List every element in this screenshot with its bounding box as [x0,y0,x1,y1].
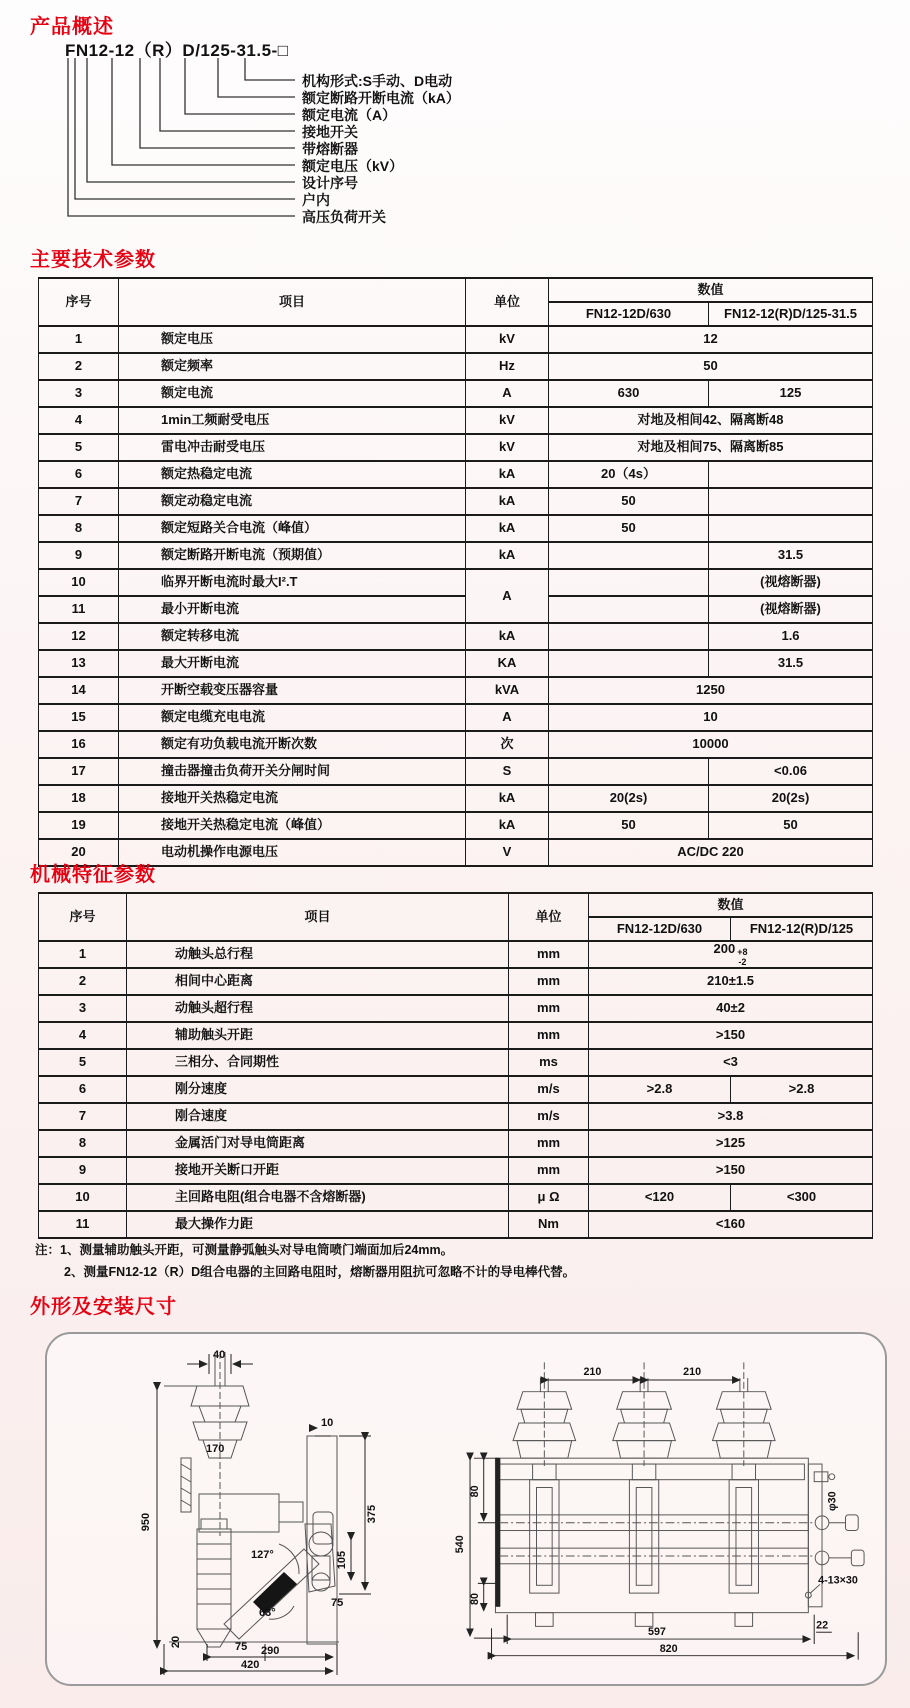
cell-unit: KA [466,650,549,677]
table-row [39,1157,873,1184]
dim-210a-label: 210 [583,1366,602,1379]
front-view-drawing [427,1348,867,1672]
cell-no: 20 [39,839,119,866]
col-header-item: 项目 [119,278,466,326]
cell-no: 19 [39,812,119,839]
table-row [39,650,873,677]
table-row [39,542,873,569]
cell-item: 额定电流 [119,380,466,407]
cell-unit: kA [466,785,549,812]
col-header-value: 数值 [549,278,873,302]
cell-item: 额定有功负载电流开断次数 [119,731,466,758]
cell-unit: kA [466,812,549,839]
cell-value-2: (视熔断器) [709,596,873,623]
cell-no: 2 [39,968,127,995]
cell-item: 最小开断电流 [119,596,466,623]
col-header-variant1: FN12-12D/630 [589,917,731,941]
cell-item: 刚分速度 [127,1076,509,1103]
cell-value-2: (视熔断器) [709,569,873,596]
dim-290-label: 290 [261,1645,280,1657]
dim-63-label: 63° [259,1607,276,1619]
cell-no: 9 [39,1157,127,1184]
tolerance-upper: +8 [737,947,748,958]
cell-no: 16 [39,731,119,758]
cell-unit: kV [466,434,549,461]
cell-item: 1min工频耐受电压 [119,407,466,434]
cell-no: 5 [39,1049,127,1076]
col-header-item: 项目 [127,893,509,941]
cell-no: 8 [39,1130,127,1157]
dim-105-label: 105 [336,1550,348,1570]
callout-label: 额定电压（kV） [302,158,404,174]
cell-item: 雷电冲击耐受电压 [119,434,466,461]
table-row [39,995,873,1022]
cell-value-1: >2.8 [589,1076,731,1103]
cell-value-2: 125 [709,380,873,407]
cell-item: 接地开关热稳定电流 [119,785,466,812]
dim-540-label: 540 [454,1535,467,1554]
col-header-value: 数值 [589,893,873,917]
callout-label: 高压负荷开关 [302,209,386,225]
dim-170-label: 170 [206,1443,225,1455]
cell-unit: kA [466,488,549,515]
cell-unit: A [466,569,549,623]
cell-value-2 [709,488,873,515]
col-header-variant1: FN12-12D/630 [549,302,709,326]
cell-unit: m/s [509,1076,589,1103]
dim-20-label: 20 [170,1635,182,1649]
callout-label: 带熔断器 [302,141,358,157]
cell-value-1: 630 [549,380,709,407]
cell-item: 额定动稳定电流 [119,488,466,515]
cell-unit: kV [466,407,549,434]
cell-unit: S [466,758,549,785]
cell-unit: A [466,380,549,407]
dim-40-label: 40 [213,1349,226,1361]
dim-10-label: 10 [321,1417,334,1429]
cell-item: 辅助触头开距 [127,1022,509,1049]
section-heading-dimensions: 外形及安装尺寸 [30,1296,177,1318]
cell-unit: mm [509,1157,589,1184]
dim-holes-label: 4-13×30 [818,1574,858,1587]
cell-no: 1 [39,326,119,353]
cell-value-1 [549,596,709,623]
table-row [39,677,873,704]
table-row [39,1022,873,1049]
cell-unit: A [466,704,549,731]
cell-no: 15 [39,704,119,731]
table-row [39,812,873,839]
cell-item: 主回路电阻(组合电器不含熔断器) [127,1184,509,1211]
section-heading-mech-params: 机械特征参数 [30,864,156,886]
cell-unit: kA [466,515,549,542]
cell-value: <160 [589,1211,873,1238]
cell-value-2 [709,461,873,488]
cell-no: 11 [39,1211,127,1238]
cell-value: 10000 [549,731,873,758]
note-text-1: 1、测量辅助触头开距，可测量静弧触头对导电筒喷门端面加后24mm。 [60,1243,454,1257]
dim-75r-label: 75 [331,1597,344,1609]
cell-no: 12 [39,623,119,650]
cell-value: 对地及相间75、隔离断85 [549,434,873,461]
cell-unit: Hz [466,353,549,380]
dim-80-top-label: 80 [468,1485,481,1498]
cell-no: 18 [39,785,119,812]
callout-label: 接地开关 [302,124,358,140]
table-row [39,434,873,461]
cell-no: 8 [39,515,119,542]
col-header-unit: 单位 [466,278,549,326]
table-row [39,1076,873,1103]
table-row [39,941,873,968]
cell-value-1: 50 [549,812,709,839]
dimension-drawing-panel [45,1332,887,1686]
cell-unit: mm [509,941,589,968]
cell-no: 6 [39,1076,127,1103]
callout-lines [40,36,720,236]
cell-value-1 [549,542,709,569]
table-row [39,785,873,812]
cell-value: AC/DC 220 [549,839,873,866]
cell-value-2: >2.8 [731,1076,873,1103]
cell-item: 额定频率 [119,353,466,380]
cell-item: 相间中心距离 [127,968,509,995]
cell-item: 撞击器撞击负荷开关分闸时间 [119,758,466,785]
callout-label: 户内 [302,192,330,208]
cell-no: 3 [39,380,119,407]
side-view-drawing [69,1344,389,1679]
dim-22-label: 22 [816,1619,829,1632]
cell-no: 13 [39,650,119,677]
cell-unit: V [466,839,549,866]
table-row [39,488,873,515]
table-row [39,353,873,380]
cell-unit: ms [509,1049,589,1076]
dim-820-label: 820 [659,1642,678,1655]
cell-value-1 [549,623,709,650]
cell-item: 接地开关热稳定电流（峰值） [119,812,466,839]
header-row [39,278,873,302]
col-header-variant2: FN12-12(R)D/125 [731,917,873,941]
callout-label: 设计序号 [302,175,358,191]
cell-no: 7 [39,488,119,515]
section-heading-overview: 产品概述 [30,16,114,38]
cell-no: 7 [39,1103,127,1130]
note-line-1 [35,1240,885,1262]
main-params-table [38,277,873,867]
table-row [39,968,873,995]
cell-value: >3.8 [589,1103,873,1130]
cell-value: 210±1.5 [589,968,873,995]
cell-unit: m/s [509,1103,589,1130]
cell-item: 最大操作力距 [127,1211,509,1238]
cell-unit: kV [466,326,549,353]
callout-label: 额定断路开断电流（kA） [302,90,460,106]
dim-210b-label: 210 [683,1366,702,1379]
side-plate [495,1458,500,1607]
callout-label: 机构形式:S手动、D电动 [302,73,453,89]
cell-unit: Nm [509,1211,589,1238]
cell-value-1: 20(2s) [549,785,709,812]
cell-no: 4 [39,407,119,434]
dim-75b-label: 75 [235,1641,248,1653]
cell-unit: kA [466,461,549,488]
dim-127-label: 127° [251,1549,274,1561]
cell-value: 12 [549,326,873,353]
cell-item: 最大开断电流 [119,650,466,677]
cell-item: 额定断路开断电流（预期值） [119,542,466,569]
cell-value-2: 31.5 [709,650,873,677]
cell-no: 2 [39,353,119,380]
cell-no: 11 [39,596,119,623]
cell-no: 6 [39,461,119,488]
cell-value-1: 20（4s） [549,461,709,488]
cell-item: 临界开断电流时最大I².T [119,569,466,596]
note-label: 注： [35,1243,61,1257]
cell-item: 三相分、合同期性 [127,1049,509,1076]
cell-item: 额定转移电流 [119,623,466,650]
cell-value-1: 50 [549,488,709,515]
cell-item: 开断空载变压器容量 [119,677,466,704]
cell-item: 额定电缆充电电流 [119,704,466,731]
cell-value-1: 50 [549,515,709,542]
cell-unit: μ Ω [509,1184,589,1211]
cell-unit: kA [466,623,549,650]
cell-value [589,941,873,968]
dim-950-label: 950 [140,1512,152,1532]
cell-value-2: 31.5 [709,542,873,569]
cell-item: 接地开关断口开距 [127,1157,509,1184]
cell-value: 50 [549,353,873,380]
dim-dia30-label: φ30 [826,1491,839,1512]
table-row [39,731,873,758]
table-row [39,704,873,731]
cell-value-2: 1.6 [709,623,873,650]
cell-unit: mm [509,1130,589,1157]
table-row [39,1103,873,1130]
cell-unit: kA [466,542,549,569]
cell-value: 40±2 [589,995,873,1022]
model-designation-diagram [40,36,720,236]
table-row [39,596,873,623]
cell-value-1 [549,758,709,785]
cell-no: 14 [39,677,119,704]
cell-value: >125 [589,1130,873,1157]
table-row [39,326,873,353]
cell-value-2: 20(2s) [709,785,873,812]
cell-item: 金属活门对导电筒距离 [127,1130,509,1157]
table-row [39,380,873,407]
cell-no: 3 [39,995,127,1022]
cell-no: 5 [39,434,119,461]
cell-no: 10 [39,569,119,596]
dim-420-label: 420 [241,1659,260,1671]
table-row [39,1184,873,1211]
col-header-variant2: FN12-12(R)D/125-31.5 [709,302,873,326]
note-line-2: 2、测量FN12-12（R）D组合电器的主回路电阻时，熔断器用阻抗可忽略不计的导电棒代替。 [64,1264,576,1279]
cell-unit: kVA [466,677,549,704]
cell-no: 4 [39,1022,127,1049]
cell-value: 1250 [549,677,873,704]
dim-80-bottom-label: 80 [468,1592,481,1605]
cell-item: 动触头超行程 [127,995,509,1022]
tolerance-stack [737,948,747,967]
cell-item: 动触头总行程 [127,941,509,968]
cell-unit: mm [509,995,589,1022]
table-row [39,758,873,785]
cell-no: 10 [39,1184,127,1211]
cell-value: 10 [549,704,873,731]
table-row [39,515,873,542]
value-base: 200 [713,941,736,957]
table-row [39,623,873,650]
notes [35,1240,885,1284]
cell-item: 额定热稳定电流 [119,461,466,488]
cell-unit: 次 [466,731,549,758]
cell-item: 电动机操作电源电压 [119,839,466,866]
table-row [39,1130,873,1157]
cell-no: 9 [39,542,119,569]
tolerance-lower: -2 [738,956,747,967]
cell-value-1 [549,650,709,677]
table-row [39,839,873,866]
table-row [39,461,873,488]
table-row [39,1211,873,1238]
cell-value-2: <300 [731,1184,873,1211]
col-header-unit: 单位 [509,893,589,941]
cell-no: 17 [39,758,119,785]
cell-value-1 [549,569,709,596]
cell-item: 额定短路关合电流（峰值） [119,515,466,542]
cell-item: 额定电压 [119,326,466,353]
cell-unit: mm [509,968,589,995]
cell-value-2: <0.06 [709,758,873,785]
cell-value: 对地及相间42、隔离断48 [549,407,873,434]
dim-597-label: 597 [647,1626,666,1639]
cell-value-2 [709,515,873,542]
cell-unit: mm [509,1022,589,1049]
cell-value-2: 50 [709,812,873,839]
table-row [39,1049,873,1076]
section-heading-main-params: 主要技术参数 [30,249,156,271]
header-row [39,893,873,917]
cell-value-1: <120 [589,1184,731,1211]
cell-value: >150 [589,1022,873,1049]
dim-375-label: 375 [366,1504,378,1524]
cell-value: >150 [589,1157,873,1184]
cell-item: 刚合速度 [127,1103,509,1130]
callout-label: 额定电流（A） [302,107,397,123]
model-code: FN12-12（R）D/125-31.5-□ [65,41,289,60]
col-header-no: 序号 [39,893,127,941]
table-row [39,569,873,596]
col-header-no: 序号 [39,278,119,326]
table-row [39,407,873,434]
cell-value: <3 [589,1049,873,1076]
cell-no: 1 [39,941,127,968]
mech-params-table [38,892,873,1239]
